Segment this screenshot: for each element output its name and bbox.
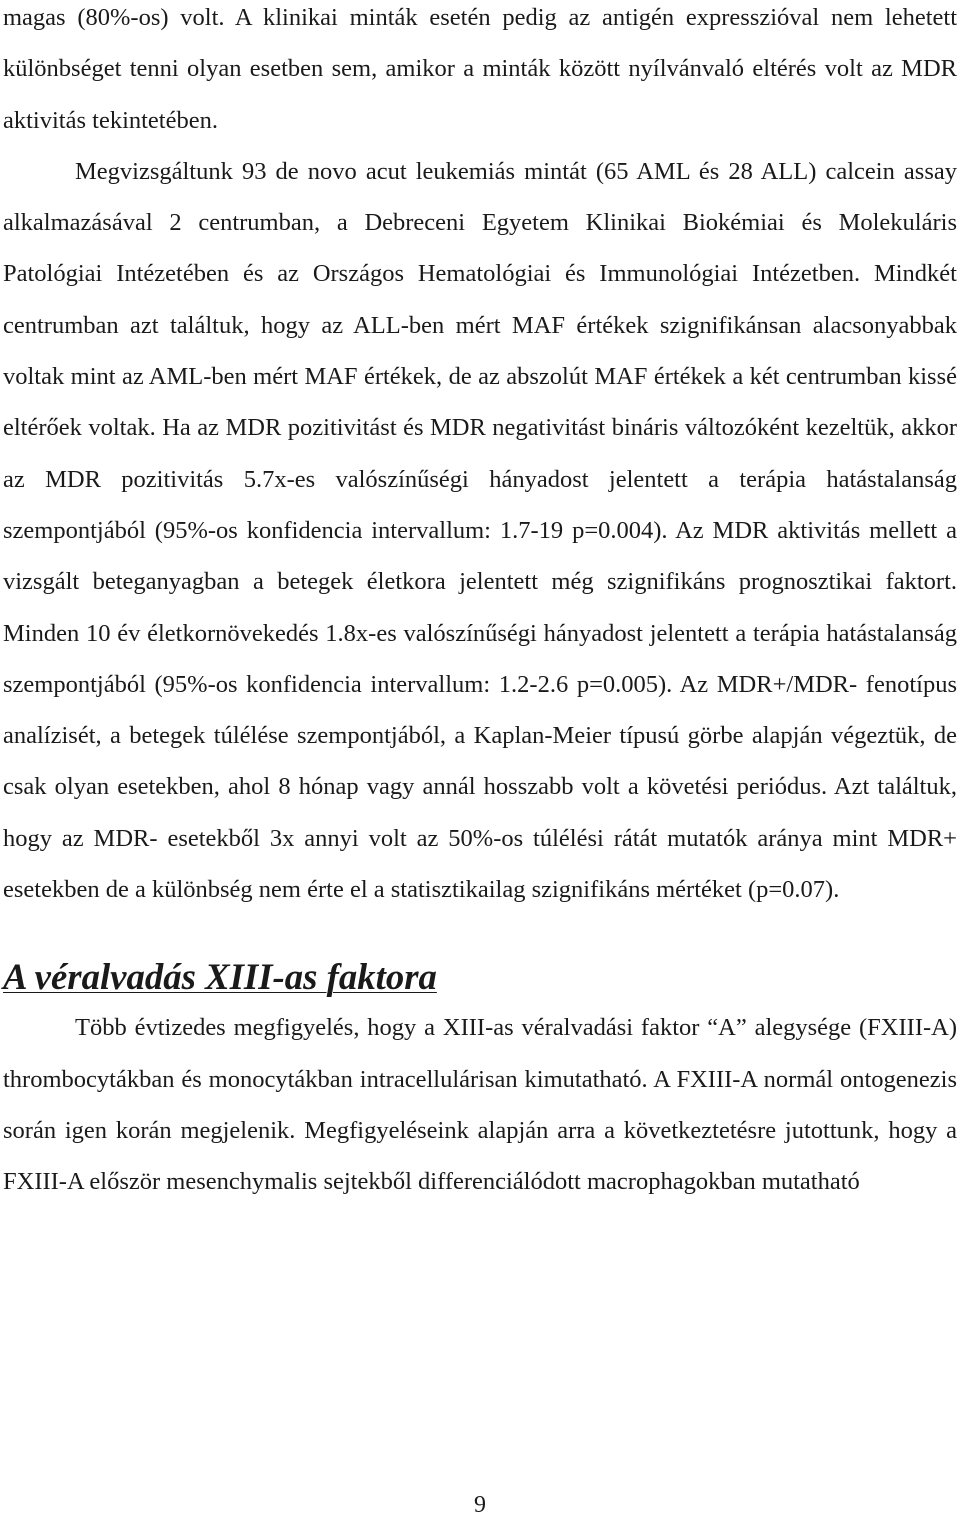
section-heading: A véralvadás XIII-as faktora: [3, 956, 437, 998]
document-page: [3, 0, 957, 1208]
paragraph-fxiii-a: Több évtizedes megfigyelés, hogy a XIII-as véralvadási faktor “A” alegysége (FXIII-A) thrombocytákban és monocytákban intracellulárisan kimutatható. A FXIII-A normál ontogenezis során igen korán megjelenik. Megfigyeléseink alapján arra a következtetésre jutottunk, hogy a FXIII-A először mesenchymalis sejtekből differenciálódott macrophagokban mutatható: [3, 1014, 957, 1196]
page-number: 9: [474, 1492, 486, 1518]
paragraph-mdr-clinical-samples: magas (80%-os) volt. A klinikai minták esetén pedig az antigén expresszióval nem lehetett különbséget tenni olyan esetben sem, amikor a minták között nyílvánvaló eltérés volt az MDR aktivitás tekintetében.: [3, 4, 957, 134]
paragraph-calcein-assay-results: Megvizsgáltunk 93 de novo acut leukemiás mintát (65 AML és 28 ALL) calcein assay alkalmazásával 2 centrumban, a Debreceni Egyetem Klinikai Biokémiai és Molekuláris Patológiai Intézetében és az Országos Hematológiai és Immunológiai Intézetben. Mindkét centrumban azt találtuk, hogy az ALL-ben mért MAF értékek szignifikánsan alacsonyabbak voltak mint az AML-ben mért MAF értékek, de az abszolút MAF értékek a két centrumban kissé eltérőek voltak. Ha az MDR pozitivitást és MDR negativitást bináris változóként kezeltük, akkor az MDR pozitivitás 5.7x-es valószínűségi hányadost jelentett a terápia hatástalanság szempontjából (95%-os konfidencia intervallum: 1.7-19 p=0.004). Az MDR aktivitás mellett a vizsgált beteganyagban a betegek életkora jelentett még szignifikáns prognosztikai faktort. Minden 10 év életkornövekedés 1.8x-es valószínűségi hányadost jelentett a terápia hatástalanság szempontjából (95%-os konfidencia intervallum: 1.2-2.6 p=0.005). Az MDR+/MDR- fenotípus analízisét, a betegek túlélése szempontjából, a Kaplan-Meier típusú görbe alapján végeztük, de csak olyan esetekben, ahol 8 hónap vagy annál hosszabb volt a követési periódus. Azt találtuk, hogy az MDR- esetekből 3x annyi volt az 50%-os túlélési rátát mutatók aránya mint MDR+ esetekben de a különbség nem érte el a statisztikailag szignifikáns mértéket (p=0.07).: [3, 157, 957, 904]
